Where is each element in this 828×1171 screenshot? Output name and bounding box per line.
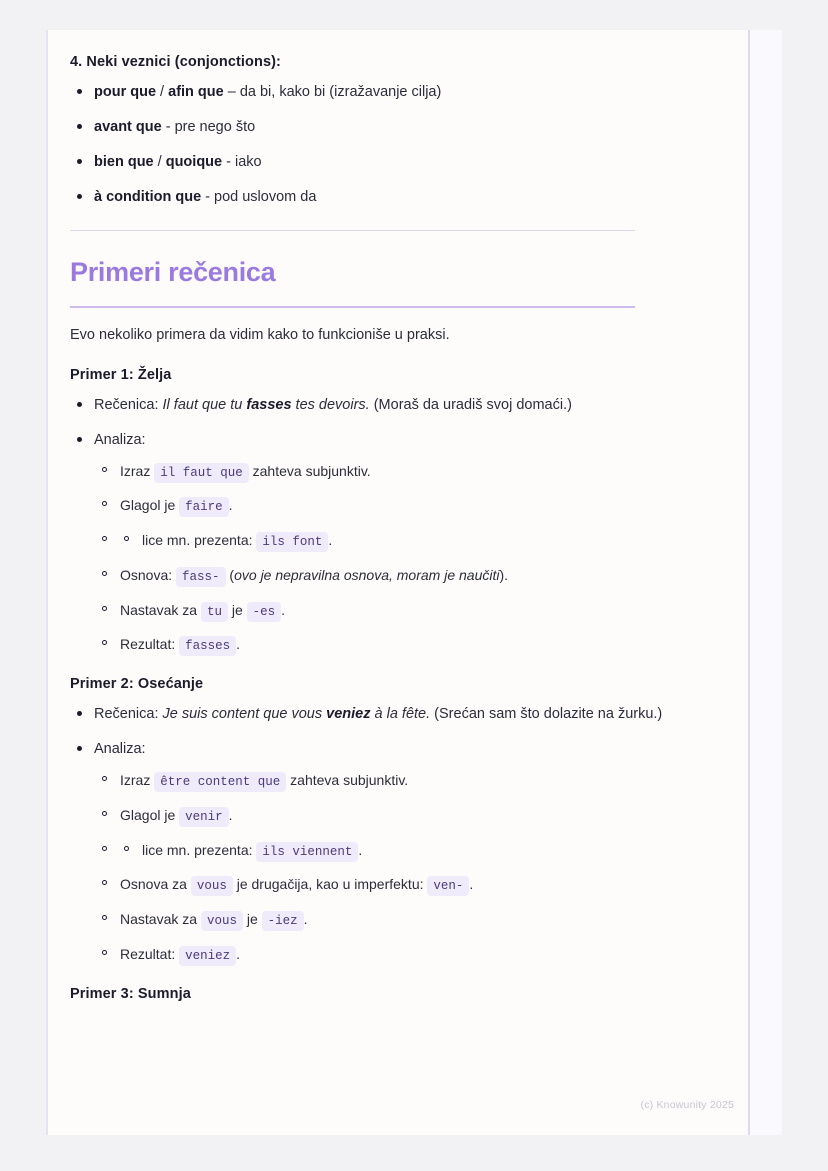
list-item bbox=[70, 187, 670, 208]
conjunction-term-b: quoique bbox=[165, 154, 223, 171]
code-chip-stem: ven- bbox=[427, 876, 469, 896]
step-text: lice mn. prezenta: bbox=[142, 841, 257, 858]
step-note-italic: ovo je nepravilna osnova, moram je naučiti bbox=[234, 566, 500, 583]
conjunction-term-a: pour que bbox=[94, 84, 157, 100]
step-text: . bbox=[236, 945, 241, 962]
step-text: Glagol je bbox=[120, 806, 180, 823]
step-text: je bbox=[242, 911, 262, 928]
step-text: . bbox=[358, 841, 363, 858]
step-text: . bbox=[328, 532, 333, 549]
step-text: zahteva subjunktiv. bbox=[286, 772, 409, 789]
code-chip-pronoun: vous bbox=[191, 876, 233, 896]
list-item bbox=[94, 909, 670, 931]
step-text: . bbox=[281, 601, 286, 618]
conjunction-description: - pod uslovom da bbox=[201, 189, 317, 206]
copyright-footer: (c) Knowunity 2025 bbox=[640, 1099, 734, 1111]
step-text: ). bbox=[499, 566, 509, 583]
step-text: . bbox=[228, 806, 233, 823]
example-2-list bbox=[70, 704, 670, 966]
sentence-bold-verb: fasses bbox=[246, 396, 292, 413]
example-1-heading: Primer 1: Želja bbox=[70, 366, 172, 383]
list-item bbox=[94, 461, 670, 483]
example-1-list bbox=[70, 395, 670, 657]
sentence-italic-part1: Je suis content que vous bbox=[162, 706, 327, 723]
step-text: lice mn. prezenta: bbox=[142, 532, 257, 549]
step-text: Rezultat: bbox=[120, 636, 180, 653]
sentence-label: Rečenica: bbox=[94, 706, 163, 723]
conjunction-separator: / bbox=[153, 154, 166, 171]
page-right-margin bbox=[750, 30, 782, 1135]
intro-paragraph: Evo nekoliko primera da vidim kako to funkcioniše u praksi. bbox=[70, 326, 450, 343]
list-item bbox=[94, 840, 670, 862]
code-chip-result: fasses bbox=[179, 636, 236, 656]
section-heading-conjunctions: 4. Neki veznici (conjonctions): bbox=[70, 54, 281, 70]
step-text: Rezultat: bbox=[120, 945, 180, 962]
list-item bbox=[94, 770, 670, 792]
page-title: Primeri rečenica bbox=[70, 257, 276, 288]
step-text: . bbox=[469, 876, 474, 893]
conjunctions-list bbox=[70, 82, 670, 208]
list-item bbox=[94, 634, 670, 656]
step-text: Osnova: bbox=[120, 566, 177, 583]
list-item bbox=[94, 495, 670, 517]
step-text: Nastavak za bbox=[120, 911, 201, 928]
example-1-analysis-steps bbox=[94, 461, 670, 657]
step-text: . bbox=[228, 497, 233, 514]
step-text: . bbox=[303, 911, 308, 928]
code-chip-person: ils font bbox=[256, 532, 328, 552]
step-text: Izraz bbox=[120, 462, 155, 479]
step-text: . bbox=[236, 636, 241, 653]
example-2-heading: Primer 2: Osećanje bbox=[70, 676, 204, 693]
code-chip-expression: être content que bbox=[154, 772, 286, 792]
step-text: ( bbox=[225, 566, 235, 583]
code-chip-pronoun: vous bbox=[201, 911, 243, 931]
list-item bbox=[70, 82, 670, 103]
document-page bbox=[46, 30, 782, 1135]
code-chip-ending: -iez bbox=[262, 911, 304, 931]
step-text: Osnova za bbox=[120, 876, 191, 893]
code-chip-expression: il faut que bbox=[154, 463, 249, 483]
analysis-label: Analiza: bbox=[94, 431, 146, 448]
list-item bbox=[70, 117, 670, 138]
code-chip-stem: fass- bbox=[176, 567, 226, 587]
document-content bbox=[70, 30, 670, 1002]
analysis-label: Analiza: bbox=[94, 741, 146, 758]
conjunction-term-a: bien que bbox=[94, 154, 154, 171]
code-chip-verb: venir bbox=[179, 807, 229, 827]
conjunction-term-a: avant que bbox=[94, 119, 162, 136]
sentence-italic-part2: à la fête. bbox=[370, 706, 431, 723]
example-3-heading: Primer 3: Sumnja bbox=[70, 985, 191, 1002]
step-text: zahteva subjunktiv. bbox=[248, 462, 371, 479]
sentence-bold-verb: veniez bbox=[326, 706, 371, 723]
code-chip-ending: -es bbox=[247, 602, 282, 622]
code-chip-result: veniez bbox=[179, 946, 236, 966]
step-text: je drugačija, kao u imperfektu: bbox=[232, 876, 428, 893]
code-chip-pronoun: tu bbox=[201, 602, 228, 622]
list-item bbox=[94, 530, 670, 552]
list-item bbox=[70, 739, 670, 966]
list-item bbox=[70, 395, 670, 416]
step-text: Izraz bbox=[120, 772, 155, 789]
list-item bbox=[94, 874, 670, 896]
conjunction-description: - iako bbox=[222, 154, 262, 171]
sentence-translation: (Moraš da uradiš svoj domaći.) bbox=[369, 396, 572, 413]
step-text: je bbox=[227, 601, 247, 618]
code-chip-person: ils viennent bbox=[256, 842, 358, 862]
conjunction-description: – da bi, kako bi (izražavanje cilja) bbox=[223, 84, 442, 100]
example-2-analysis-steps bbox=[94, 770, 670, 966]
sentence-label: Rečenica: bbox=[94, 396, 163, 413]
sentence-translation: (Srećan sam što dolazite na žurku.) bbox=[430, 706, 663, 723]
list-item bbox=[94, 944, 670, 966]
conjunction-description: - pre nego što bbox=[161, 119, 256, 136]
step-text: Glagol je bbox=[120, 497, 180, 514]
list-item bbox=[70, 152, 670, 173]
conjunction-term-b: afin que bbox=[168, 84, 224, 100]
list-item bbox=[94, 600, 670, 622]
page-left-rule bbox=[46, 30, 48, 1135]
list-item bbox=[70, 704, 670, 725]
list-item bbox=[70, 430, 670, 657]
list-item bbox=[94, 565, 670, 587]
sentence-italic-part2: tes devoirs. bbox=[291, 396, 370, 413]
sentence-italic-part1: Il faut que tu bbox=[162, 396, 247, 413]
title-underline bbox=[70, 306, 635, 308]
section-divider bbox=[70, 230, 635, 231]
step-text: Nastavak za bbox=[120, 601, 201, 618]
list-item bbox=[94, 805, 670, 827]
page-right-rule bbox=[748, 30, 750, 1135]
code-chip-verb: faire bbox=[179, 497, 229, 517]
conjunction-term-a: à condition que bbox=[94, 189, 202, 206]
conjunction-separator: / bbox=[156, 84, 169, 100]
